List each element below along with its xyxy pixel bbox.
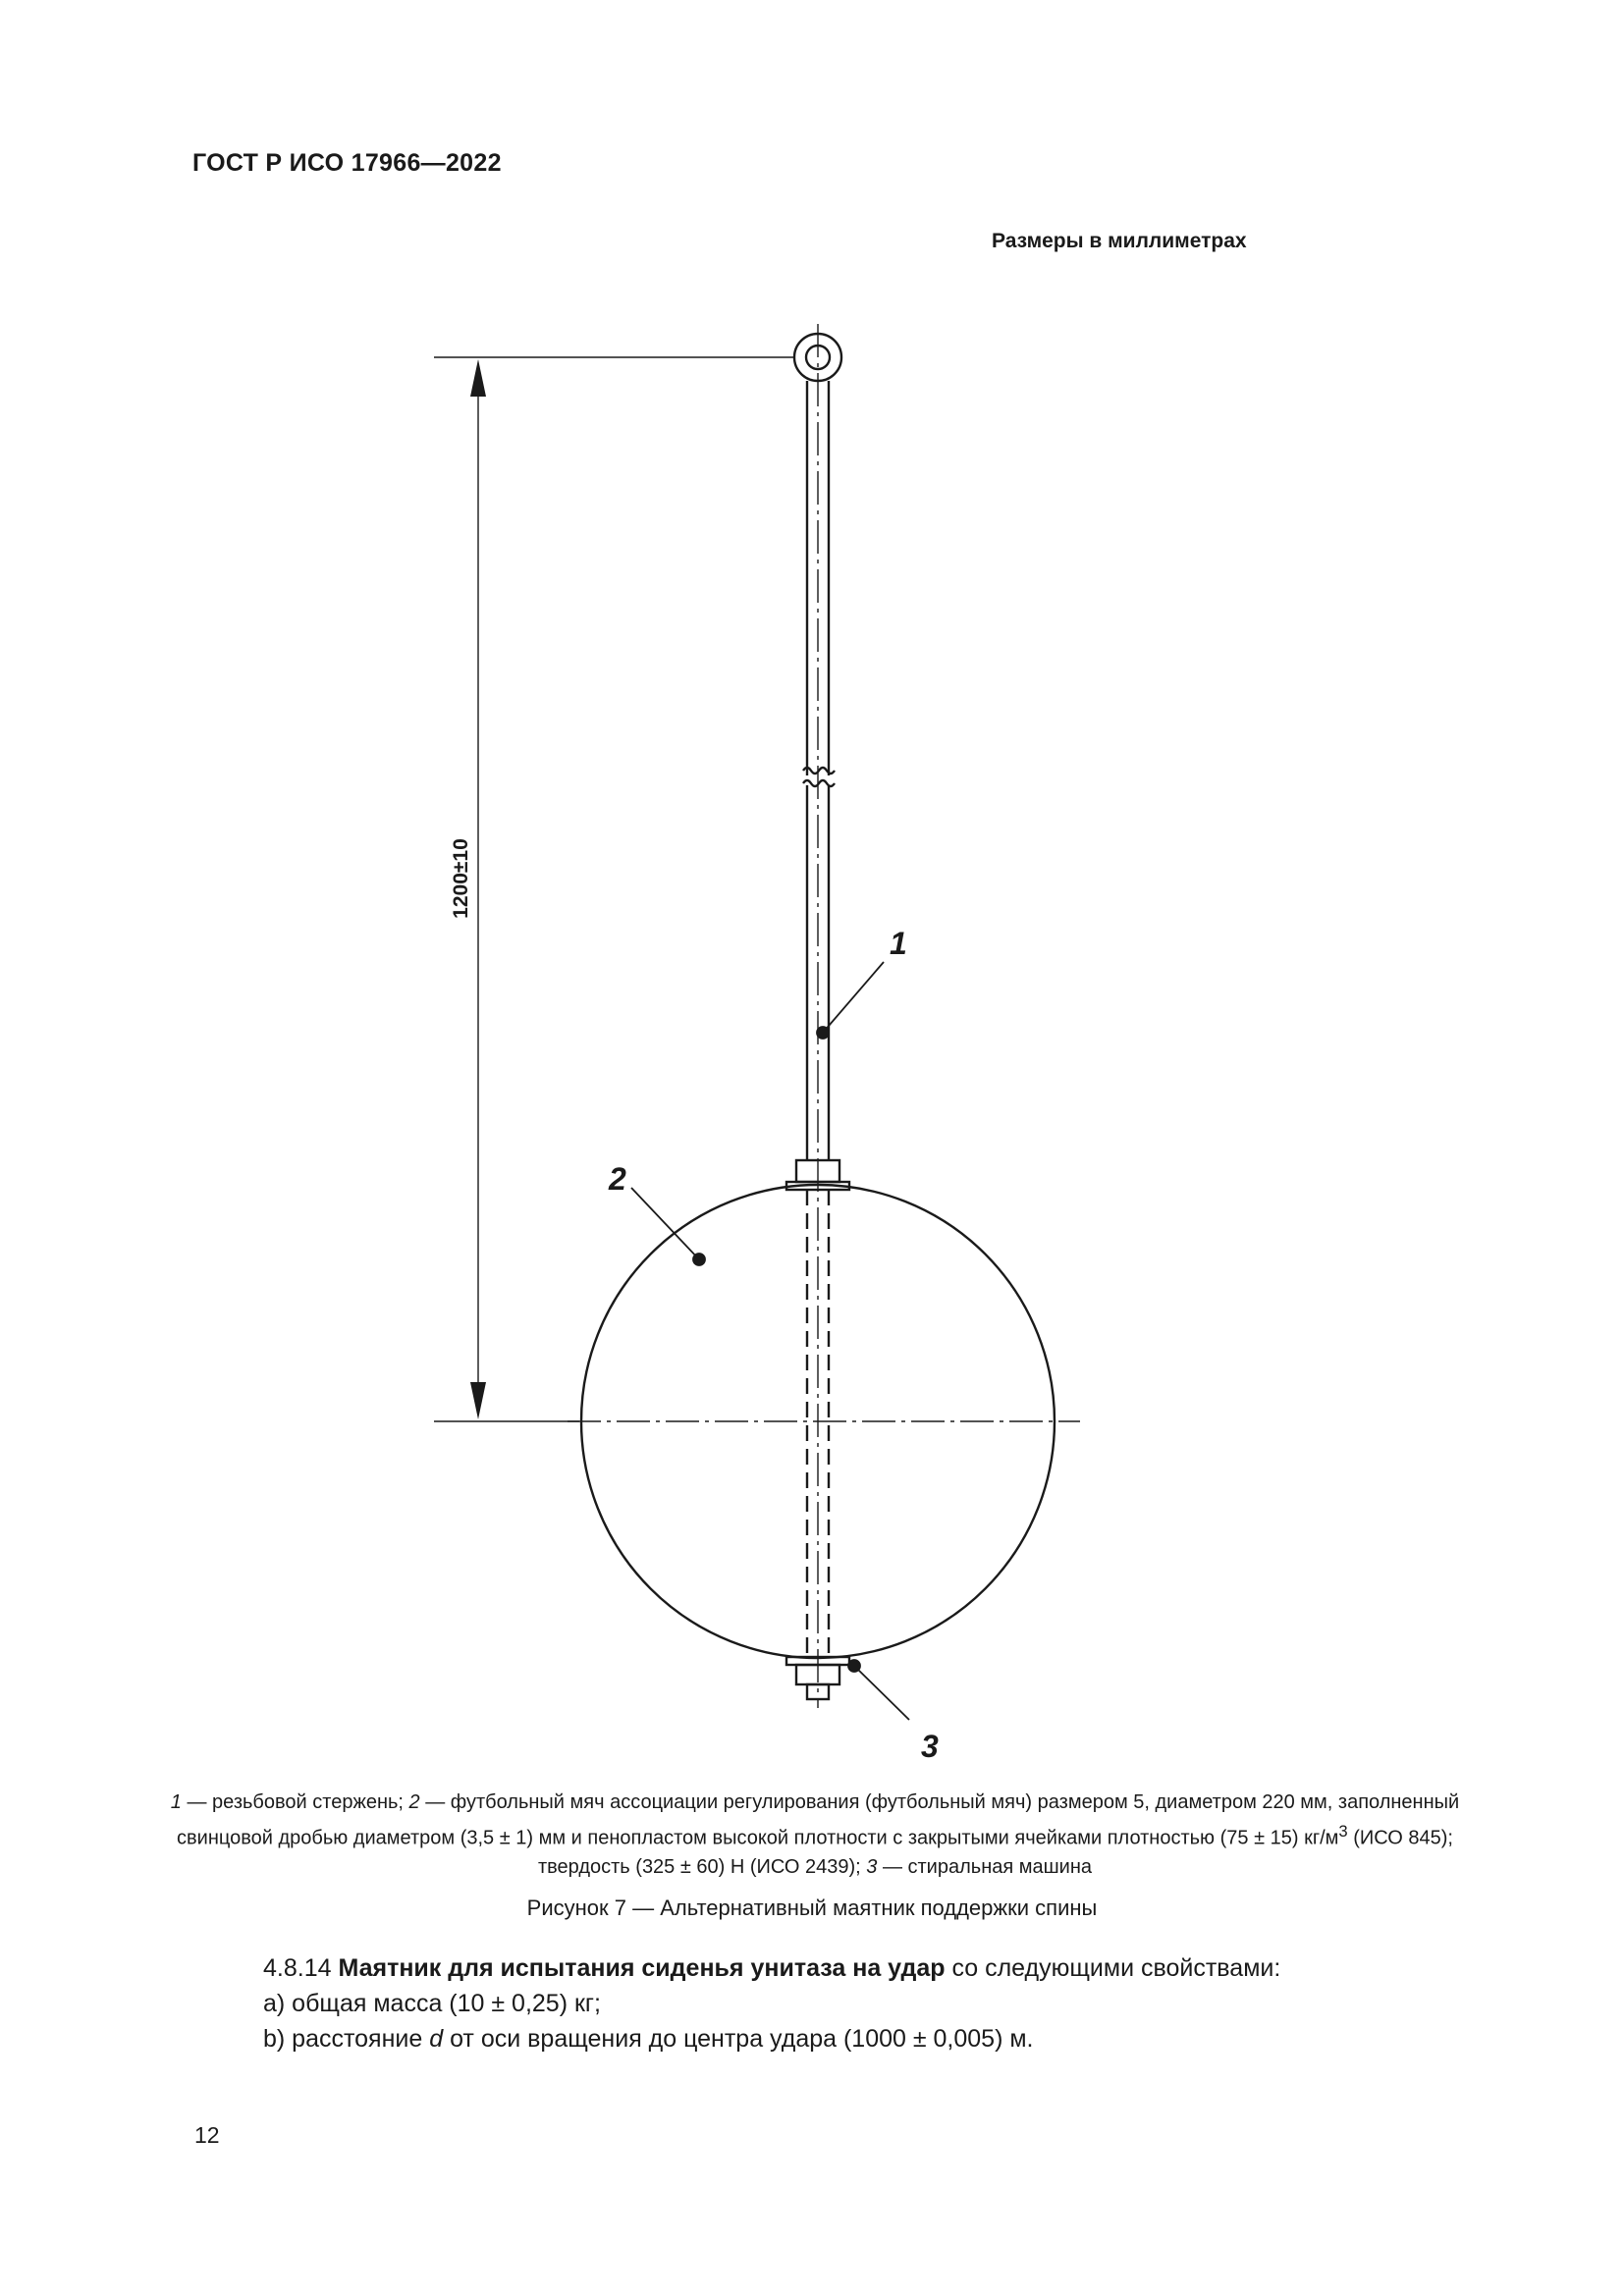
callout-3-leader <box>854 1666 909 1720</box>
clause-intro: со следующими свойствами: <box>945 1954 1281 1982</box>
clause-4-8-14 <box>263 1950 1490 2056</box>
figure-legend <box>147 1789 1483 1882</box>
legend-number-1: 1 <box>170 1791 182 1813</box>
clause-item-b <box>263 2021 1490 2056</box>
clause-heading <box>263 1950 1490 1986</box>
callout-1-dot <box>817 1027 829 1039</box>
clause-item-a: a) общая масса (10 ± 0,25) кг; <box>263 1990 601 2017</box>
callout-1: 1 <box>890 926 907 961</box>
document-header: ГОСТ Р ИСО 17966—2022 <box>192 149 502 177</box>
callout-3: 3 <box>921 1729 939 1764</box>
page-number: 12 <box>194 2122 220 2148</box>
legend-text-4: — стиральная машина <box>877 1855 1092 1878</box>
callout-3-dot <box>848 1660 860 1672</box>
callout-1-leader <box>823 962 884 1033</box>
clause-item-b-variable: d <box>429 2025 444 2053</box>
legend-text-1: — резьбовой стержень; <box>181 1791 409 1813</box>
legend-text-3: (ИСО 845); твердость (325 ± 60) Н (ИСО 2439); <box>538 1827 1453 1878</box>
figure-caption: Рисунок 7 — Альтернативный маятник поддержки спины <box>526 1896 1098 1920</box>
legend-text-2: — футбольный мяч ассоциации регулирования (футбольный мяч) размером 5, диаметром 220 мм, заполненный свинцовой дробью диаметром (3,5 ± 1) мм и пенопластом высокой плотности с закрытыми ячейками плотностью (75 ± 15) кг/м <box>177 1791 1460 1849</box>
clause-number: 4.8.14 <box>263 1954 339 1982</box>
legend-number-3: 3 <box>866 1855 878 1878</box>
callout-2: 2 <box>609 1161 626 1197</box>
callout-2-dot <box>693 1254 705 1265</box>
clause-item-b-prefix: b) расстояние <box>263 2025 430 2053</box>
dimension-arrow-bottom <box>470 1382 486 1419</box>
units-note: Размеры в миллиметрах <box>992 230 1247 252</box>
dimension-label: 1200±10 <box>450 838 472 919</box>
dimension-arrow-top <box>470 359 486 397</box>
legend-superscript: 3 <box>1338 1822 1348 1841</box>
legend-number-2: 2 <box>408 1791 420 1813</box>
clause-item-b-suffix: от оси вращения до центра удара (1000 ± 0,005) м. <box>443 2025 1034 2053</box>
clause-title: Маятник для испытания сиденья унитаза на удар <box>338 1954 946 1982</box>
